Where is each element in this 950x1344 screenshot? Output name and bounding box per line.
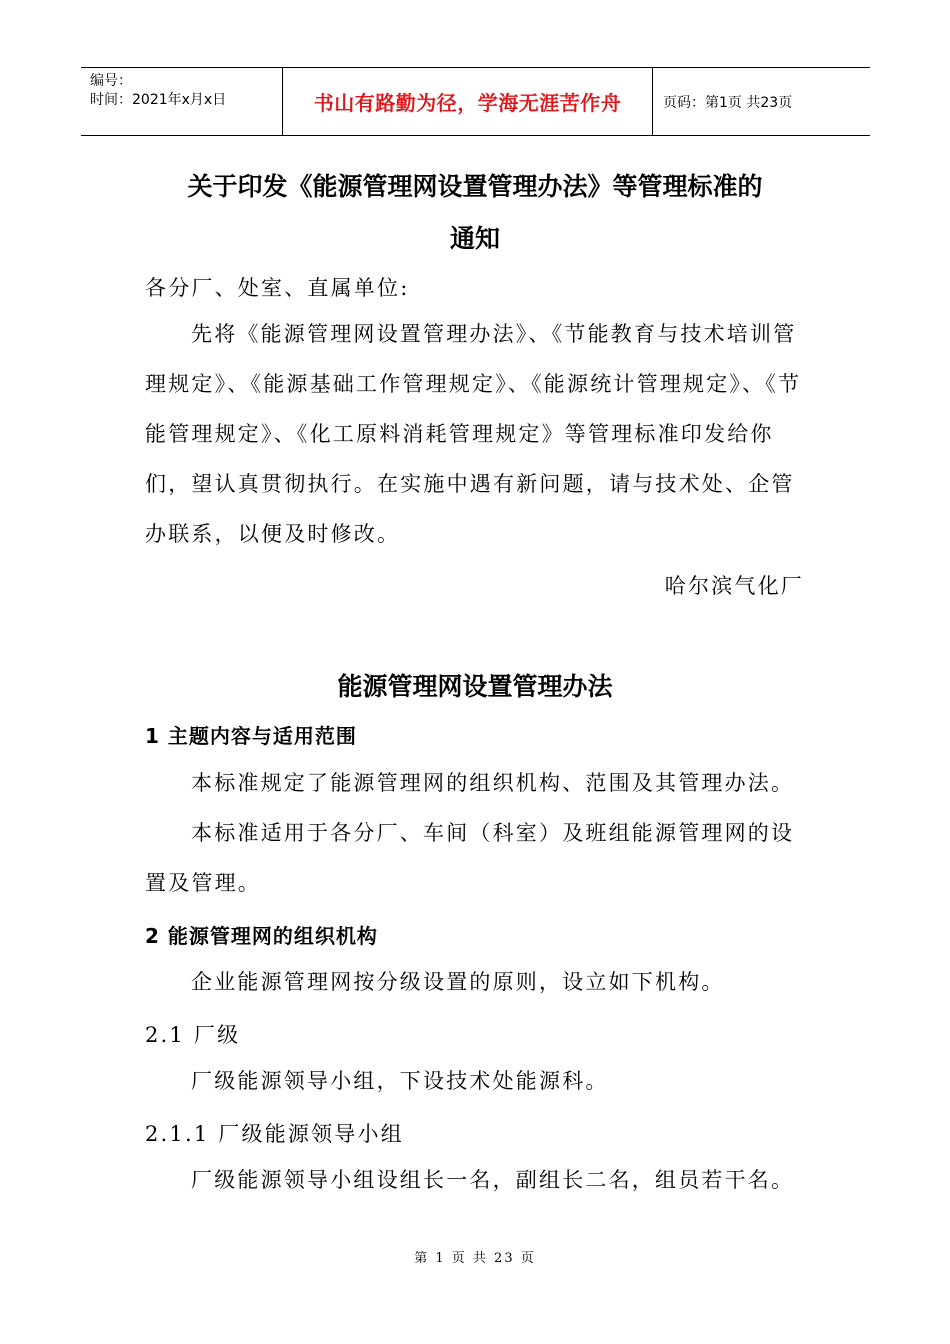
- date-line: 时间：2021年x月x日: [90, 92, 227, 108]
- header-table: [81, 67, 870, 136]
- page-info: 页码：第1页 共23页: [663, 94, 793, 111]
- section1-paragraph2: 本标准适用于各分厂、车间（科室）及班组能源管理网的设置及管理。: [145, 821, 795, 895]
- section2-1-paragraph1: 厂级能源领导小组，下设技术处能源科。: [191, 1069, 609, 1093]
- section1-heading: 1 主题内容与适用范围: [145, 724, 357, 748]
- section2-1-heading: 2.1 厂级: [145, 1023, 241, 1047]
- notice-salutation: 各分厂、处室、直属单位:: [145, 276, 410, 300]
- notice-signature: 哈尔滨气化厂: [664, 574, 804, 598]
- notice-body: 先将《能源管理网设置管理办法》、《节能教育与技术培训管理规定》、《能源基础工作管理规定》、《能源统计管理规定》、《节能管理规定》、《化工原料消耗管理规定》等管理标准印发给你们，望认真贯彻执行。在实施中遇有新问题，请与技术处、企管办联系，以便及时修改。: [145, 322, 802, 546]
- header-left-cell: [81, 68, 282, 135]
- section2-heading: 2 能源管理网的组织机构: [145, 924, 378, 948]
- section1-paragraph1: 本标准规定了能源管理网的组织机构、范围及其管理办法。: [191, 771, 795, 795]
- notice-title-line2: 通知: [449, 224, 500, 253]
- document-title: 能源管理网设置管理办法: [337, 672, 613, 701]
- section2-1-1-heading: 2.1.1 厂级能源领导小组: [145, 1122, 404, 1146]
- number-label: 编号：: [90, 73, 132, 89]
- section2-1-1-paragraph1: 厂级能源领导小组设组长一名，副组长二名，组员若干名。: [191, 1168, 795, 1192]
- notice-title-line1: 关于印发《能源管理网设置管理办法》等管理标准的: [187, 172, 763, 201]
- page-footer: 第 1 页 共 23 页: [414, 1251, 536, 1266]
- motto: 书山有路勤为径，学海无涯苦作舟: [282, 68, 653, 135]
- section2-paragraph1: 企业能源管理网按分级设置的原则，设立如下机构。: [191, 970, 725, 994]
